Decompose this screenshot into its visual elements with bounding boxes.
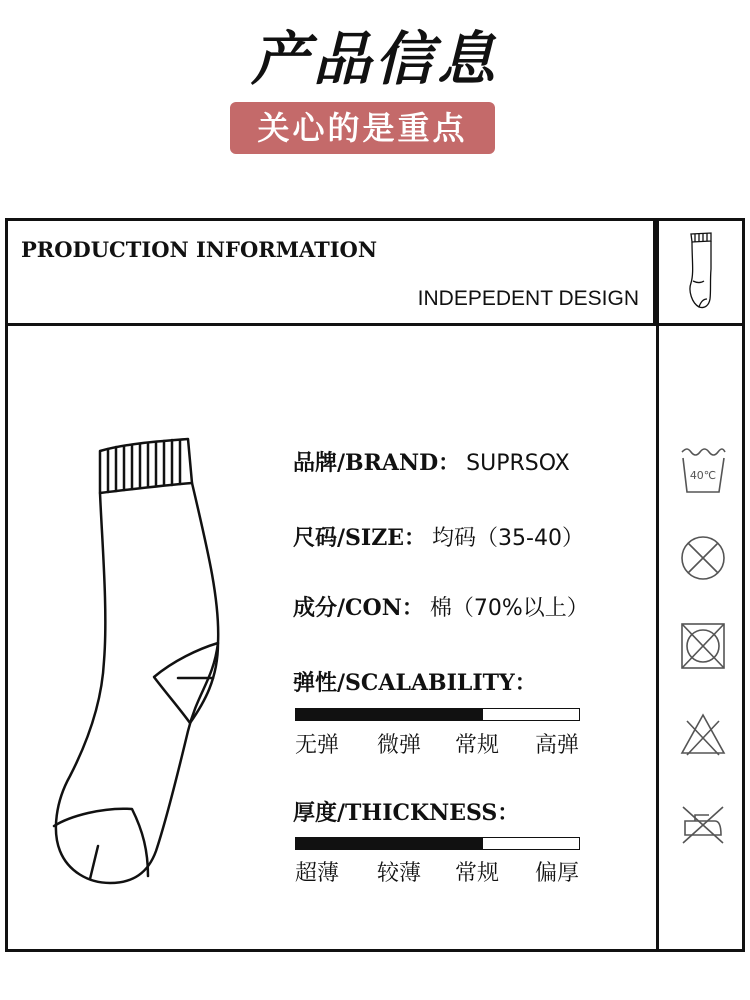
product-info-frame: [5, 218, 745, 952]
spec-brand: [293, 446, 570, 477]
thickness-scale-3: 偏厚: [535, 861, 580, 886]
side-header-cell: [659, 221, 745, 326]
elasticity-label: 弹性/SCALABILITY：: [293, 670, 537, 696]
care-column: [656, 221, 745, 949]
wash-temp-label: 40℃: [689, 469, 717, 482]
elasticity-scale: [295, 728, 595, 758]
spec-content: [293, 591, 589, 622]
wash-40-icon: [679, 446, 727, 496]
content-label: 成分/CON：: [293, 595, 424, 621]
do-not-bleach-icon: [679, 533, 727, 583]
do-not-iron-icon: [679, 799, 727, 849]
size-value: 均码（35-40）: [432, 526, 584, 551]
elasticity-bar-fill: [296, 709, 483, 720]
thickness-scale-1: 较薄: [377, 861, 422, 886]
thickness-scale: [295, 856, 595, 886]
spec-elasticity: [293, 666, 537, 697]
panel-subheading: INDEPEDENT DESIGN: [417, 287, 639, 310]
elasticity-scale-2: 常规: [455, 733, 500, 758]
panel-heading: PRODUCTION INFORMATION: [21, 237, 378, 262]
thickness-bar-fill: [296, 838, 483, 849]
elasticity-scale-1: 微弹: [377, 733, 422, 758]
panel-header: [8, 221, 656, 326]
page-title: 产品信息: [250, 25, 499, 93]
elasticity-scale-0: 无弹: [295, 733, 340, 758]
small-sock-icon: [659, 221, 745, 323]
sock-illustration: [48, 431, 248, 901]
elasticity-scale-3: 高弹: [535, 733, 580, 758]
do-not-tumble-dry-icon: [679, 621, 727, 671]
subtitle-badge: 关心的是重点: [230, 102, 495, 154]
thickness-label: 厚度/THICKNESS：: [293, 800, 520, 826]
size-label: 尺码/SIZE：: [293, 525, 427, 551]
do-not-chlorine-bleach-icon: [679, 711, 727, 761]
thickness-scale-0: 超薄: [295, 861, 340, 886]
main-area: [8, 326, 653, 949]
brand-label: 品牌/BRAND：: [293, 450, 461, 476]
spec-thickness: [293, 796, 519, 827]
thickness-scale-2: 常规: [455, 861, 500, 886]
elasticity-bar: [295, 708, 580, 721]
content-value: 棉（70%以上）: [429, 596, 589, 621]
brand-value: SUPRSOX: [466, 451, 570, 476]
spec-size: [293, 521, 584, 552]
thickness-bar: [295, 837, 580, 850]
